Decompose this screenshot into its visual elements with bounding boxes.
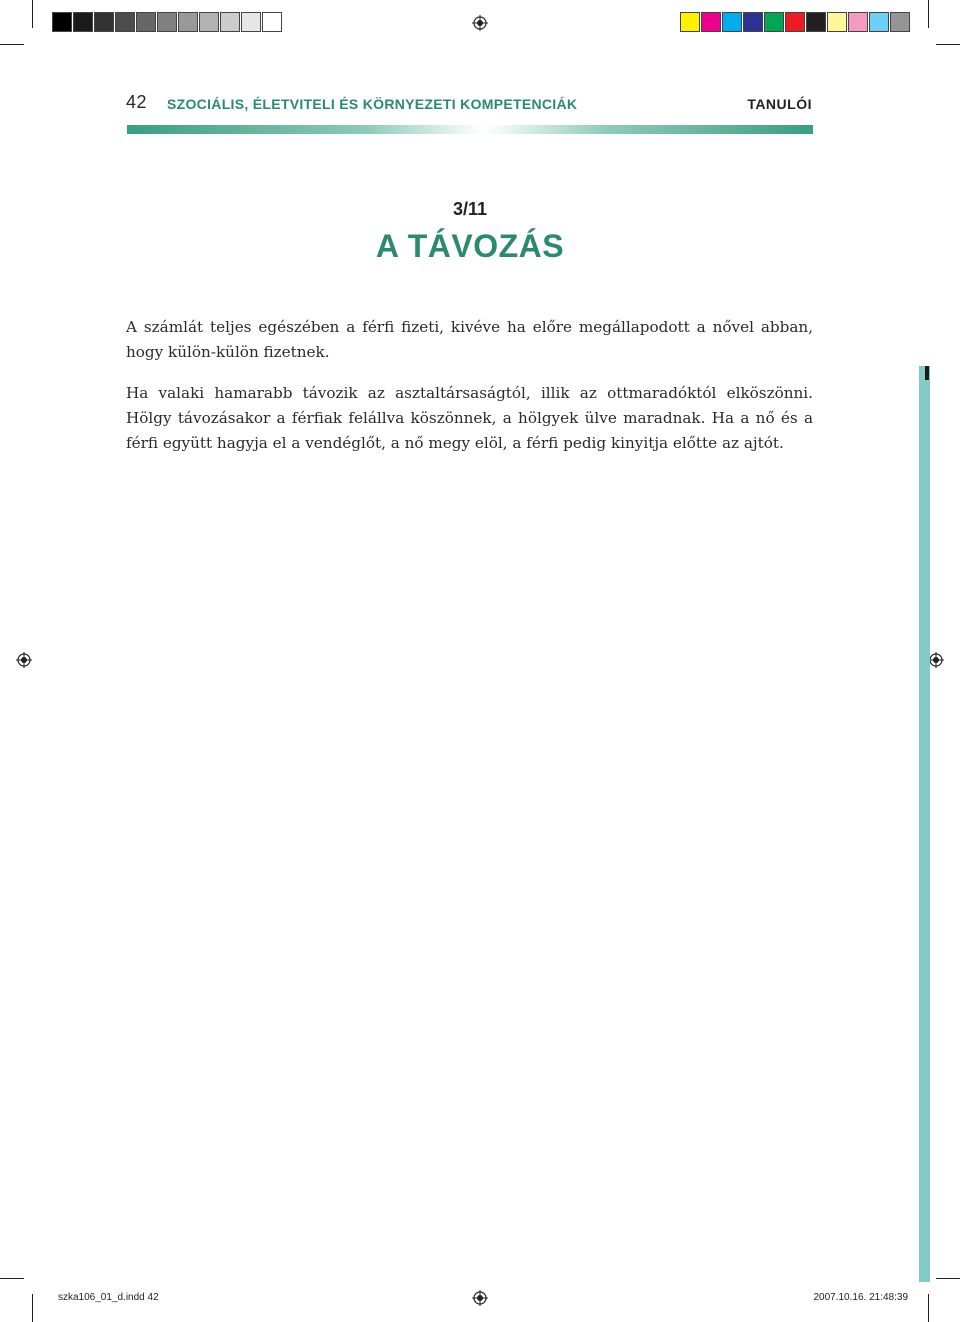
crop-mark xyxy=(32,1294,33,1322)
process-color-swatch xyxy=(827,12,847,32)
header-divider-bar xyxy=(127,125,813,134)
registration-mark-icon xyxy=(472,15,488,31)
crop-mark xyxy=(936,1278,960,1279)
grayscale-color-bar xyxy=(52,12,283,32)
body-paragraph: A számlát teljes egészében a férfi fizeti, kivéve ha előre megállapodott a nővel abban, hogy külön-külön fizetnek. xyxy=(126,318,813,361)
process-color-swatch xyxy=(764,12,784,32)
body-paragraph: Ha valaki hamarabb távozik az asztaltársaságtól, illik az ottmaradóktól elköszönni. Hölgy távozásakor a férfiak felállva köszönnek, a hölgyek ülve maradnak. Ha a nő és a férfi együtt hagyja el a vendéglőt, a nő megy elöl, a férfi pedig kinyitja előtte az ajtót. xyxy=(126,384,813,452)
process-color-swatch xyxy=(680,12,700,32)
process-color-swatch xyxy=(701,12,721,32)
process-color-swatch xyxy=(743,12,763,32)
registration-mark-icon xyxy=(472,1290,488,1306)
grayscale-swatch xyxy=(157,12,177,32)
grayscale-swatch xyxy=(178,12,198,32)
grayscale-swatch xyxy=(262,12,282,32)
grayscale-swatch xyxy=(136,12,156,32)
crop-mark xyxy=(928,1294,929,1322)
section-number: 3/11 xyxy=(452,199,488,219)
crop-mark xyxy=(32,0,33,28)
running-header-label: TANULÓI xyxy=(747,96,812,112)
crop-mark xyxy=(0,1278,24,1279)
grayscale-swatch xyxy=(73,12,93,32)
process-color-swatch xyxy=(848,12,868,32)
section-title: A TÁVOZÁS xyxy=(375,228,565,264)
running-header-title: SZOCIÁLIS, ÉLETVITELI ÉS KÖRNYEZETI KOMPETENCIÁK xyxy=(167,96,578,112)
grayscale-swatch xyxy=(52,12,72,32)
registration-mark-icon xyxy=(16,652,32,668)
grayscale-swatch xyxy=(199,12,219,32)
crop-mark xyxy=(928,0,929,28)
process-color-swatch xyxy=(890,12,910,32)
process-color-swatch xyxy=(722,12,742,32)
file-info: szka106_01_d.indd 42 xyxy=(58,1292,159,1303)
process-color-bar xyxy=(680,12,911,32)
side-color-strip xyxy=(919,366,930,1282)
grayscale-swatch xyxy=(220,12,240,32)
crop-mark xyxy=(936,44,960,45)
page-number: 42 xyxy=(126,92,148,112)
process-color-swatch xyxy=(869,12,889,32)
crop-mark xyxy=(0,44,24,45)
process-color-swatch xyxy=(785,12,805,32)
process-color-swatch xyxy=(806,12,826,32)
grayscale-swatch xyxy=(241,12,261,32)
print-timestamp: 2007.10.16. 21:48:39 xyxy=(813,1292,908,1303)
registration-mark-icon xyxy=(928,652,944,668)
side-strip-marker xyxy=(925,366,929,380)
grayscale-swatch xyxy=(115,12,135,32)
grayscale-swatch xyxy=(94,12,114,32)
